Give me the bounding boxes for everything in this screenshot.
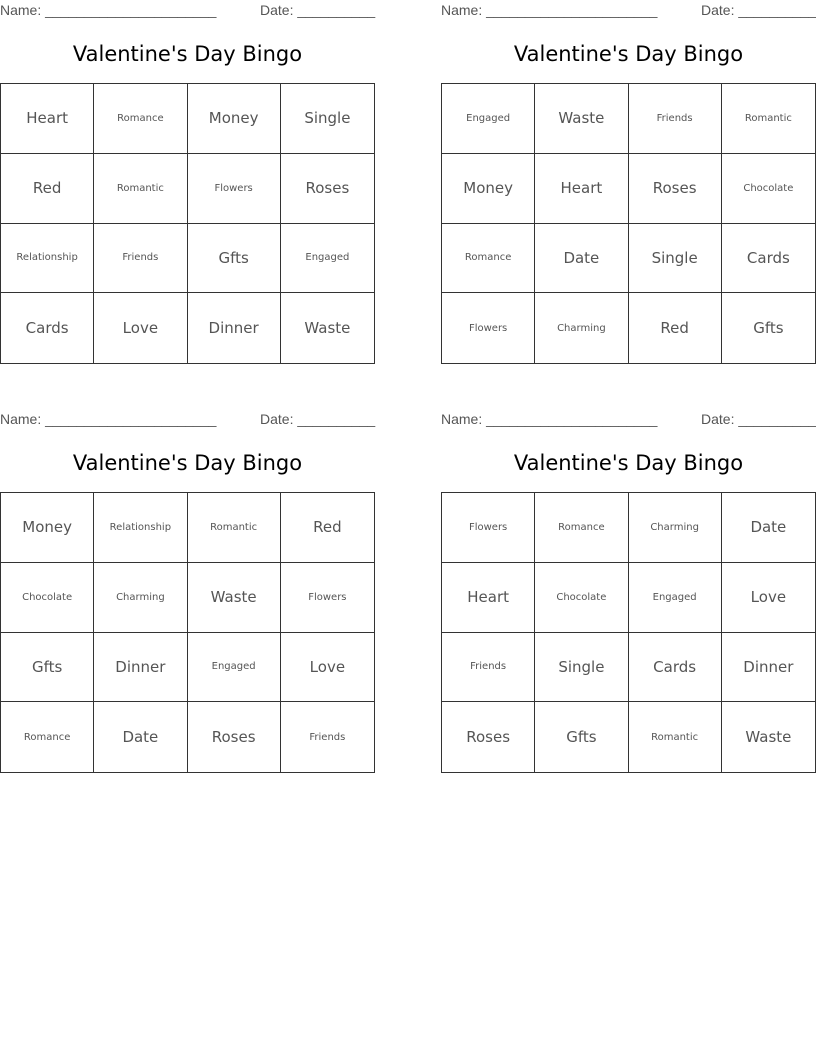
bingo-cell[interactable]: Friends	[629, 84, 722, 154]
name-field[interactable]: Name: ______________________	[0, 2, 217, 18]
bingo-cell[interactable]: Single	[535, 633, 628, 703]
bingo-grid	[0, 492, 375, 773]
name-field[interactable]: Name: ______________________	[441, 2, 658, 18]
bingo-cell[interactable]: Love	[281, 633, 374, 703]
bingo-card-4	[441, 409, 816, 747]
bingo-cell[interactable]: Flowers	[188, 154, 281, 224]
bingo-cell[interactable]: Engaged	[281, 224, 374, 294]
bingo-cell[interactable]: Red	[281, 493, 374, 563]
bingo-cell[interactable]: Heart	[535, 154, 628, 224]
bingo-cell[interactable]: Money	[442, 154, 535, 224]
bingo-cell[interactable]: Single	[629, 224, 722, 294]
bingo-cell[interactable]: Charming	[535, 293, 628, 363]
bingo-card-1	[0, 0, 376, 338]
bingo-cell[interactable]: Friends	[442, 633, 535, 703]
bingo-cell[interactable]: Love	[94, 293, 187, 363]
bingo-cell[interactable]: Gfts	[753, 319, 784, 338]
bingo-cell[interactable]: Relationship	[1, 224, 94, 294]
name-field[interactable]: Name: ______________________	[441, 411, 658, 427]
date-field[interactable]: Date: __________	[701, 411, 816, 427]
bingo-cell[interactable]: Love	[722, 563, 815, 633]
bingo-cell[interactable]: Charming	[629, 493, 722, 563]
bingo-cell[interactable]: Roses	[281, 154, 374, 224]
bingo-cell[interactable]: Romantic	[629, 702, 722, 772]
bingo-cell[interactable]: Money	[1, 493, 94, 563]
bingo-cell[interactable]: Romantic	[188, 493, 281, 563]
bingo-cell[interactable]: Cards	[629, 633, 722, 703]
bingo-card-3	[0, 409, 376, 747]
meta-row	[0, 2, 375, 20]
bingo-cell[interactable]: Gfts	[1, 633, 94, 703]
bingo-cell[interactable]: Red	[629, 293, 722, 363]
bingo-cell[interactable]: Romantic	[94, 154, 187, 224]
bingo-cell[interactable]: Flowers	[442, 293, 535, 363]
bingo-cell[interactable]: Roses	[188, 702, 281, 772]
bingo-cell[interactable]: Waste	[535, 84, 628, 154]
name-field[interactable]: Name: ______________________	[0, 411, 217, 427]
bingo-cell[interactable]: Roses	[629, 154, 722, 224]
bingo-grid	[0, 83, 375, 364]
card-title: Valentine's Day Bingo	[72, 451, 303, 475]
card-title: Valentine's Day Bingo	[513, 42, 744, 66]
bingo-cell[interactable]: Romance	[442, 224, 535, 294]
bingo-cell[interactable]: Cards	[1, 293, 94, 363]
bingo-cell[interactable]: Romance	[1, 702, 94, 772]
bingo-cell[interactable]: Heart	[442, 563, 535, 633]
bingo-cell[interactable]: Roses	[442, 702, 535, 772]
bingo-cell[interactable]: Engaged	[629, 563, 722, 633]
date-field[interactable]: Date: __________	[260, 2, 376, 18]
bingo-cell[interactable]: Date	[722, 493, 815, 563]
meta-row	[0, 411, 375, 429]
bingo-cell[interactable]: Cards	[722, 224, 815, 294]
bingo-cell[interactable]: Charming	[94, 563, 187, 633]
bingo-cell[interactable]: Engaged	[188, 633, 281, 703]
bingo-cell[interactable]: Date	[535, 224, 628, 294]
bingo-cell[interactable]: Relationship	[94, 493, 187, 563]
meta-row	[441, 411, 816, 429]
card-title: Valentine's Day Bingo	[72, 42, 303, 66]
date-field[interactable]: Date: __________	[701, 2, 816, 18]
bingo-cell[interactable]: Chocolate	[1, 563, 94, 633]
bingo-cell[interactable]: Money	[188, 84, 281, 154]
date-field[interactable]: Date: __________	[260, 411, 376, 427]
bingo-cell[interactable]: Gfts	[535, 702, 628, 772]
bingo-cell[interactable]: Friends	[309, 731, 346, 743]
bingo-cell[interactable]: Heart	[1, 84, 94, 154]
bingo-cell[interactable]: Friends	[94, 224, 187, 294]
bingo-cell[interactable]: Romantic	[722, 84, 815, 154]
bingo-grid	[441, 492, 816, 773]
bingo-cell[interactable]: Romance	[94, 84, 187, 154]
bingo-cell[interactable]: Waste	[745, 728, 792, 747]
bingo-cell[interactable]: Gfts	[188, 224, 281, 294]
bingo-cell[interactable]: Chocolate	[535, 563, 628, 633]
bingo-cell[interactable]: Dinner	[94, 633, 187, 703]
bingo-cell[interactable]: Flowers	[442, 493, 535, 563]
bingo-cell[interactable]: Dinner	[722, 633, 815, 703]
bingo-grid	[441, 83, 816, 364]
bingo-cell[interactable]: Dinner	[188, 293, 281, 363]
bingo-cell[interactable]: Flowers	[281, 563, 374, 633]
bingo-cell[interactable]: Red	[1, 154, 94, 224]
bingo-cell[interactable]: Engaged	[442, 84, 535, 154]
bingo-cell[interactable]: Chocolate	[722, 154, 815, 224]
bingo-cell[interactable]: Waste	[188, 563, 281, 633]
bingo-card-2	[441, 0, 816, 338]
meta-row	[441, 2, 816, 20]
bingo-cell[interactable]: Single	[281, 84, 374, 154]
bingo-cell[interactable]: Romance	[535, 493, 628, 563]
bingo-cell[interactable]: Date	[94, 702, 187, 772]
bingo-cell[interactable]: Waste	[304, 319, 351, 338]
card-title: Valentine's Day Bingo	[513, 451, 744, 475]
